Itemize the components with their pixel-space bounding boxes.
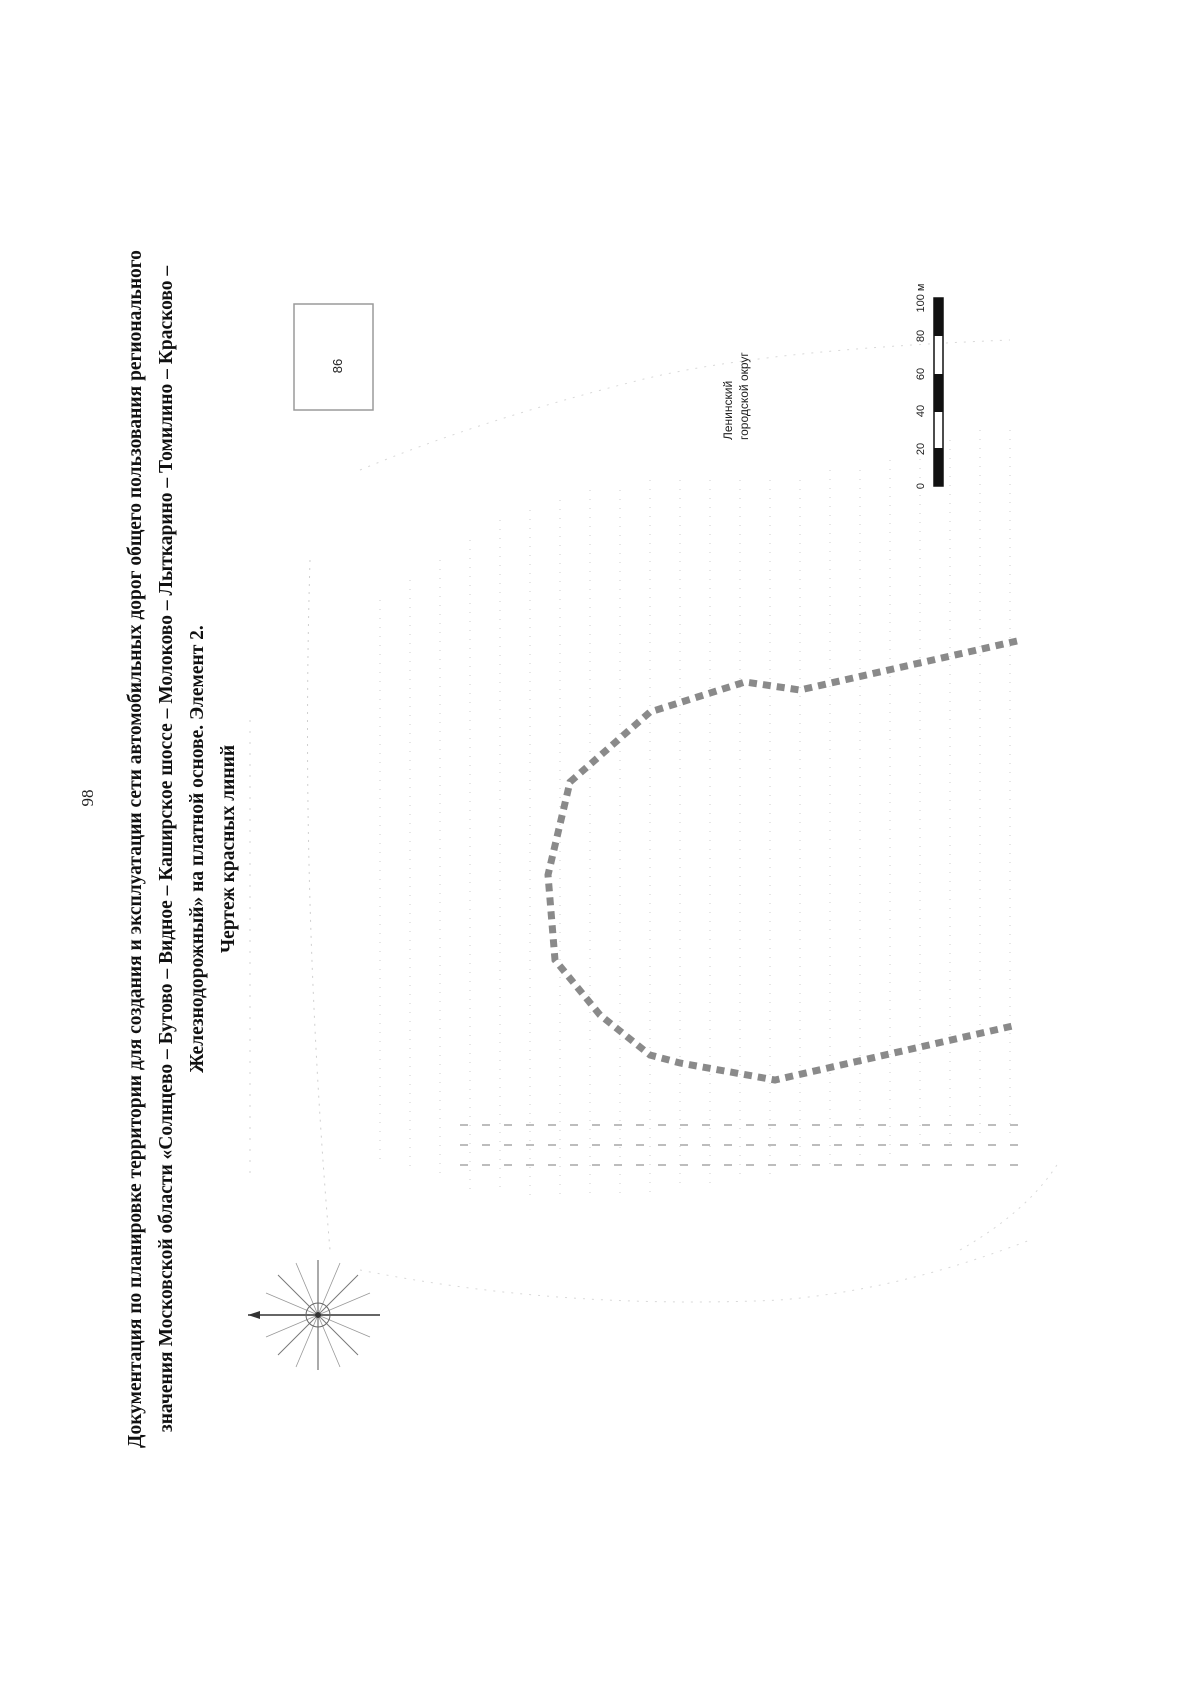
scale-tick-label: 100 м — [915, 283, 927, 313]
title-line-1: Документация по планировке территории для создания и эксплуатации сети автомобильных дорог общего пользования регионального — [125, 250, 146, 1448]
red-line — [548, 641, 1017, 1080]
district-label-line-1: Ленинский — [721, 380, 735, 440]
title-line-3: Железнодорожный» на платной основе. Элемент 2. — [187, 625, 208, 1073]
scale-tick-label: 40 — [915, 404, 927, 418]
basemap-dashes — [460, 1125, 1020, 1165]
scale-tick-label: 80 — [915, 329, 927, 343]
scale-tick-label: 0 — [915, 482, 927, 490]
district-label — [720, 240, 760, 440]
title-line-4: Чертеж красных линий — [218, 744, 239, 954]
compass-rose-icon — [248, 1260, 380, 1370]
basemap-contour — [360, 1240, 1030, 1302]
scale-tick-label: 60 — [915, 367, 927, 381]
basemap-dot-grid — [380, 430, 1010, 1200]
scale-tick-label: 20 — [915, 442, 927, 456]
basemap-contour — [308, 560, 331, 1250]
title-line-2: значения Московской области «Солнцево – Бутово – Видное – Каширское шоссе – Молоково – Лыткарино – Томилино – Красково – — [156, 265, 177, 1433]
basemap-contour — [960, 1160, 1060, 1250]
parcel-label: 86 — [330, 358, 345, 374]
scale-bar — [934, 298, 943, 486]
page-number: 98 — [78, 789, 97, 807]
district-label-line-2: городской округ — [737, 352, 751, 440]
